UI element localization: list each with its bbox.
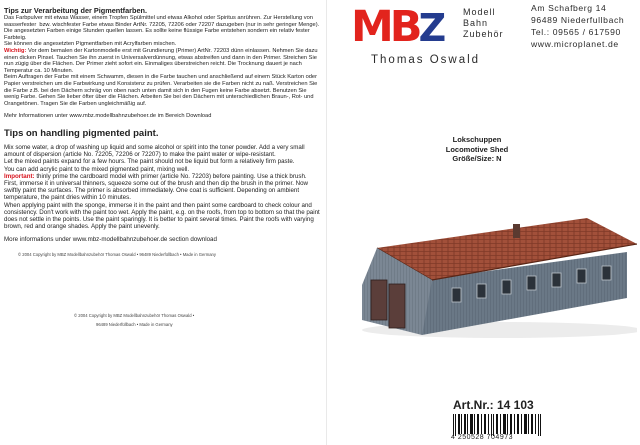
address-city: 96489 Niederfullbach: [531, 15, 625, 25]
en-important-label: Important:: [4, 172, 35, 180]
en-paragraph-4: When applying paint with the sponge, immerse it in the paint and then paint some cardboard to check colour and consistency. Don't work with the paint too wet. Apply the paint, e.g. on the roofs, from top to bottom so that the paint does not settle in the points. Use the paint sparingly. It is better to paint several times. Paint the roofs with varying brown, red and orange shades. Apply the paint unevenly.: [4, 201, 320, 231]
article-number: Art.Nr.: 14 103: [453, 398, 534, 412]
de-warning: [4, 48, 322, 74]
de-more-info: Mehr Informationen unter www.mbz.modellbahnzubehoer.de im Bereich Download: [4, 113, 212, 120]
de-warning-label: Wichtig:: [4, 47, 27, 54]
en-important: [4, 173, 322, 202]
chimney: [513, 224, 520, 238]
copyright-line-2a: © 2004 Copyright by MBZ Modellbahnzubehör Thomas Oswald •: [74, 312, 195, 318]
de-paragraph-1: Das Farbpulver mit etwas Wasser, einem Tropfen Spülmittel und etwas Alkohol oder Spiritus anrühren. Zur Herstellung von wasserfester bzw. wischfester Farbe etwas Binder ArtNr. 72205, 72206 oder 72207 dazugeben (nur in sehr geringer Menge).: [4, 15, 320, 28]
de-heading: Tips zur Verarbeitung der Pigmentfarben.: [4, 6, 147, 15]
logo-word-bahn: Bahn: [463, 18, 489, 28]
en-paragraph-2: Let the mixed paints expand for a few hours. The paint should not be liquid but form a relatively firm paste.: [4, 158, 295, 166]
logo-owner-name: Thomas Oswald: [371, 54, 481, 66]
en-paragraph-3: You can add acrylic paint to the mixed pigmented paint, mixing well.: [4, 165, 190, 173]
de-paragraph-2: Die angesetzten Farben einige Stunden quellen lassen. Es sollte keine flüssige Farbe entstehen sondern ein relativ fester Farbteig.: [4, 28, 312, 41]
copyright-line-2b: 96489 Niederfüllbach • Made in Germany: [96, 321, 173, 327]
fold-divider: [326, 0, 327, 445]
cover-panel: [331, 0, 640, 445]
logo-letter-m: M: [351, 2, 390, 52]
copyright-line-1: © 2004 Copyright by MBZ Modellbahnzubehör Thomas Oswald • 96489 Niederfüllbach • Made in Germany: [18, 251, 216, 257]
en-paragraph-1: Mix some water, a drop of washing up liquid and some alcohol or spirit into the toner powder. Add a very small amount of dispersion (article No. 72205, 72206 or 72207) to make the paint water or wipe-resistant.: [4, 143, 305, 159]
address-phone: Tel.: 09565 / 617590: [531, 27, 621, 37]
de-paragraph-3: Sie können die angesetzten Pigmentfarben mit Acrylfarben mischen.: [4, 41, 177, 48]
gable-door-left: [371, 280, 387, 320]
logo-words: [463, 7, 504, 40]
logo-word-zubehoer: Zubehör: [463, 29, 504, 39]
en-important-text: thinly prime the cardboard model with primer (article No. 72203) before painting. Use a thick brush. First, immerse it in universal thinners, squeeze some out of the brush and then dip the brush in the primer. Now swiftly paint the surfaces. The primer is absorbed immediately. One coat is sufficient. Depending on ambient temperature, the paint dries within 10 minutes.: [4, 172, 309, 202]
mbz-logo: [351, 4, 511, 66]
logo-letters: [351, 4, 442, 51]
en-more-info: More informations under www.mbz-modellbahnzubehoer.de section download: [4, 236, 217, 244]
en-heading: Tips on handling pigmented paint.: [4, 127, 159, 139]
product-title: [427, 135, 527, 164]
gable-door-right: [389, 284, 405, 328]
product-title-de: Lokschuppen: [452, 135, 502, 144]
de-paragraph-4: Beim Auftragen der Farbe mit einem Schwamm, diesen in die Farbe tauchen und anschließend auf einem Stück Karton oder Papier verstreichen um die Farbwirkung und Konsistenz zu prüfen. Verarbeiten sie die Farben nicht zu naß. Verstreichen Sie die Farbe z.B. bei den Dächern schräg von oben nach unten damit sich in den Fugen keine Farbe absetzt. Benutzen Sie wenig Farbe. Gehen Sie lieber öfter über die Flächen. Arbeiten Sie bei den Dächern mit unterschiedlichen Braun-, Rot- und Orangetönen. Tragen Sie die Farben ungleichmäßig auf.: [4, 74, 319, 107]
barcode: [451, 414, 545, 436]
logo-word-modell: Modell: [463, 7, 496, 17]
logo-letter-b: B: [389, 2, 419, 52]
locomotive-shed-photo: [337, 180, 637, 340]
product-title-en: Locomotive Shed: [445, 144, 509, 154]
product-size: Größe/Size: N: [452, 154, 502, 163]
address-street: Am Schafberg 14: [531, 3, 607, 13]
address-website: www.microplanet.de: [531, 39, 619, 49]
barcode-digits: 4 250528 704973: [451, 434, 513, 441]
logo-letter-z: Z: [418, 6, 443, 50]
de-warning-text: Vor dem bemalen der Kartonmodelle erst mit Grundierung (Primer) ArtNr. 72203 dünn einlassen. Nehmen Sie dazu einen dicken Pinsel. Tauchen Sie ihn zuerst in Universalverdünnung, etwas abstreifen und dann in den Primer. Streichen Sie nun zügig über die Flächen. Der Primer zieht sofort ein. Einmaliges überstreichen reicht. Die Trocknung dauert je nach Temperatur ca. 10 Minuten.: [4, 47, 320, 74]
instructions-panel: [4, 0, 322, 445]
company-address: [531, 2, 624, 50]
